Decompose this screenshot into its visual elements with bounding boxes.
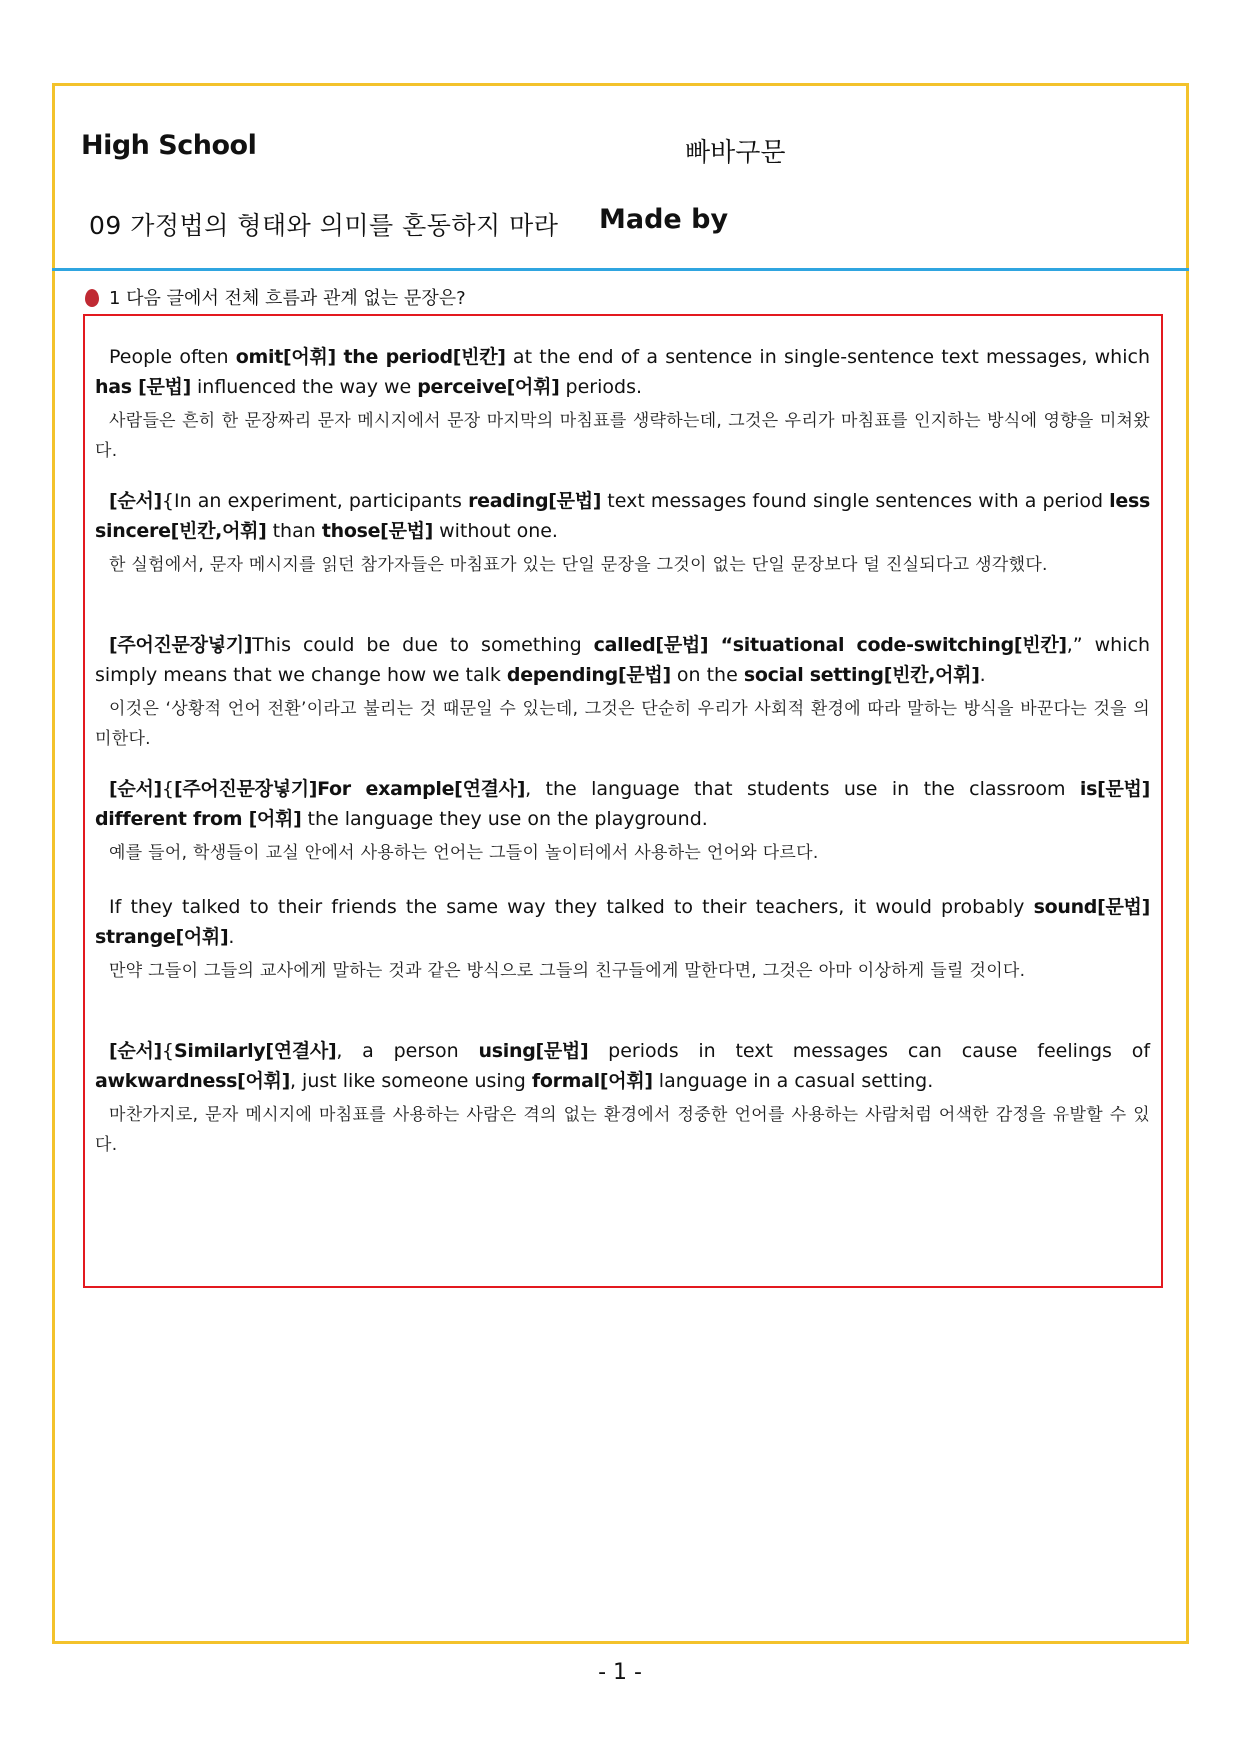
sentence-text: ,” which simply means that we change how we talk [95,634,1150,686]
sentence-text: influenced the way we [190,376,418,398]
sentence-text: {In an experiment, participants [161,490,469,512]
sentence-text: the language they use on the playground. [301,808,708,830]
made-by-label: Made by [599,204,729,235]
sentence-text: language in a casual setting. [652,1070,934,1092]
sentence-text: on the [670,664,744,686]
english-sentence [95,630,1150,690]
marked-phrase: less sincere[빈칸,어휘] [95,490,1150,542]
passage-paragraph [95,486,1150,580]
marked-phrase: [순서] [109,778,162,800]
marked-phrase: depending[문법] [506,664,671,686]
marked-phrase: sound[문법] strange[어휘] [95,896,1150,948]
header-divider [52,268,1189,271]
passage-paragraph [95,774,1150,868]
marked-phrase: formal[어휘] [531,1070,653,1092]
sentence-text: People often [109,346,236,368]
sentence-text: If they talked to their friends the same way they talked to their teachers, it would probably [109,896,1034,918]
marked-phrase: using[문법] [478,1040,589,1062]
sentence-text: . [979,664,986,686]
series-title: 빠바구문 [685,138,786,168]
chapter-title: 09 가정법의 형태와 의미를 혼동하지 마라 [89,211,559,240]
korean-translation: 사람들은 흔히 한 문장짜리 문자 메시지에서 문장 마지막의 마침표를 생략하는데, 그것은 우리가 마침표를 인지하는 방식에 영향을 미쳐왔다. [95,411,1150,461]
sentence-text: { [161,778,174,800]
english-sentence [95,774,1150,834]
marked-phrase: social setting[빈칸,어휘] [743,664,980,686]
marked-phrase: reading[문법] [468,490,602,512]
passage-paragraph [95,342,1150,466]
marked-phrase: omit[어휘] the period[빈칸] [235,346,506,368]
question-line [85,284,466,310]
sentence-text: , a person [336,1040,479,1062]
marked-phrase: Similarly[연결사] [173,1040,337,1062]
marked-phrase: [주어진문장넣기]For example[연결사] [173,778,526,800]
passage-paragraph [95,892,1150,986]
question-text: 1 다음 글에서 전체 흐름과 관계 없는 문장은? [109,288,466,309]
sentence-text: text messages found single sentences with a period [601,490,1110,512]
sentence-text: This could be due to something [252,634,594,656]
sentence-text: periods in text messages can cause feelings of [588,1040,1151,1062]
korean-translation: 한 실험에서, 문자 메시지를 읽던 참가자들은 마침표가 있는 단일 문장을 그것이 없는 단일 문장보다 덜 진실되다고 생각했다. [109,555,1048,575]
english-sentence [95,892,1150,952]
english-sentence [95,1036,1150,1096]
sentence-text: . [228,926,235,948]
header-row [81,130,1161,170]
marked-phrase: those[문법] [321,520,434,542]
korean-translation: 이것은 ‘상황적 언어 전환’이라고 불리는 것 때문일 수 있는데, 그것은 단순히 우리가 사회적 환경에 따라 말하는 방식을 바꾼다는 것을 의미한다. [95,699,1150,749]
sentence-text: { [161,1040,174,1062]
school-level: High School [81,130,257,161]
korean-translation: 만약 그들이 그들의 교사에게 말하는 것과 같은 방식으로 그들의 친구들에게 말한다면, 그것은 아마 이상하게 들릴 것이다. [109,961,1026,981]
sentence-text: periods. [559,376,643,398]
korean-translation: 마찬가지로, 문자 메시지에 마침표를 사용하는 사람은 격의 없는 환경에서 정중한 언어를 사용하는 사람처럼 어색한 감정을 유발할 수 있다. [95,1105,1150,1155]
marked-phrase: [주어진문장넣기] [109,634,253,656]
marked-phrase: awkwardness[어휘] [95,1070,290,1092]
sentence-text: than [266,520,322,542]
english-sentence [95,342,1150,402]
page-number: - 1 - [598,1660,642,1685]
marked-phrase: called[문법] “situational code-switching[빈칸] [593,634,1067,656]
marked-phrase: [순서] [109,1040,162,1062]
marked-phrase: [순서] [109,490,162,512]
passage-box [83,314,1163,1288]
sentence-text: at the end of a sentence in single-sentence text messages, which [505,346,1150,368]
bullet-icon [85,289,99,307]
sentence-text: without one. [433,520,558,542]
sentence-text: , just like someone using [289,1070,532,1092]
sentence-text: , the language that students use in the classroom [525,778,1080,800]
marked-phrase: is[문법] different from [어휘] [95,778,1150,830]
marked-phrase: has [문법] [95,376,191,398]
chapter-row [89,206,1169,246]
passage-paragraph [95,630,1150,754]
marked-phrase: perceive[어휘] [417,376,560,398]
korean-translation: 예를 들어, 학생들이 교실 안에서 사용하는 언어는 그들이 놀이터에서 사용하는 언어와 다르다. [109,843,819,863]
passage-paragraph [95,1036,1150,1160]
page-frame [52,83,1189,1644]
english-sentence [95,486,1150,546]
